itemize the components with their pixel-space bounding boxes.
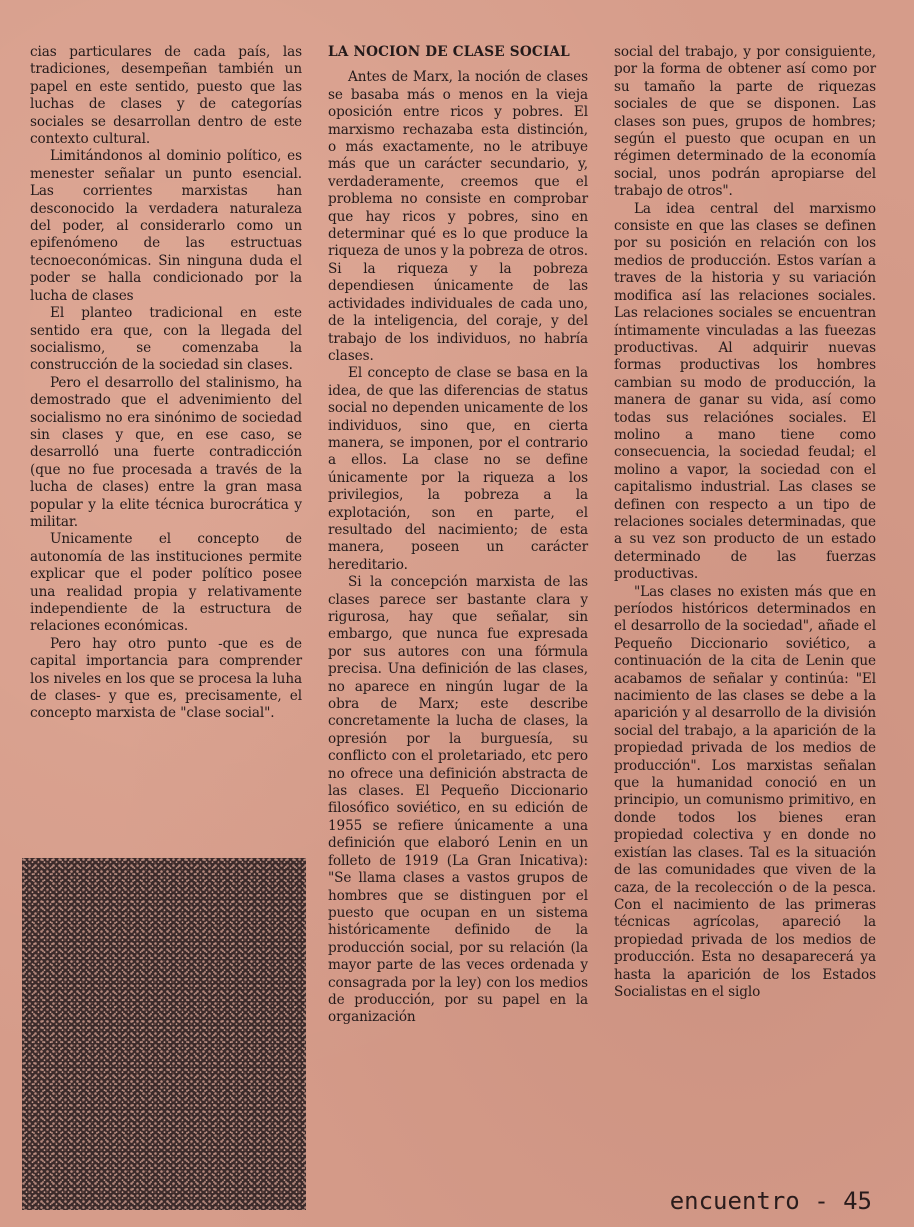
halftone-image	[22, 858, 306, 1210]
paragraph: La idea central del marxismo consiste en que las clases se definen por su posición en relación con los medios de producción. Estos varían a traves de la historia y su variación modifica así las relaciones sociales. Las relaciones sociales se encuentran íntimamente vinculadas a las fueezas productivas. Al adquirir nuevas formas productivas los hombres cambian su modo de producción, la manera de ganar su vida, así como todas sus relaciónes sociales. El molino a mano tiene como consecuencia, la sociedad feudal; el molino a vapor, la sociedad con el capitalismo industrial. Las clases se definen con respecto a un tipo de relaciones sociales determinadas, que a su vez son producto de un estado determinado de las fuerzas productivas.	[614, 200, 876, 583]
section-heading: LA NOCION DE CLASE SOCIAL	[328, 44, 570, 60]
paragraph: El concepto de clase se basa en la idea, de que las diferencias de status social no dependen unicamente de los individuos, sino que, en cierta manera, se imponen, por el contrario a ellos. La clase no se define únicamente por la riqueza a los privilegios, la pobreza a la explotación, son en parte, el resultado del nacimiento; de esta manera, poseen un carácter hereditario.	[328, 365, 588, 573]
paragraph: Antes de Marx, la noción de clases se basaba más o menos en la vieja oposición entre ricos y pobres. El marxismo rechazaba esta distinción, o más exactamente, no le atribuye más que un carácter secundario, y, verdaderamente, creemos que el problema no consiste en comprobar que hay ricos y pobres, sino en determinar qué es lo que produce la riqueza de unos y la pobreza de otros. Si la riqueza y la pobreza dependiesen únicamente de las actividades individuales de cada uno, de la inteligencia, del coraje, y del trabajo de los individuos, no habría clases.	[328, 69, 588, 364]
paragraph: Si la concepción marxista de las clases parece ser bastante clara y rigurosa, hay que señalar, sin embargo, que nunca fue expresada por sus autores con una fórmula precisa. Una definición de las clases, no aparece en ningún lugar de la obra de Marx; este describe concretamente la lucha de clases, la opresión por la burguesía, su conflicto con el proletariado, etc pero no ofrece una definición abstracta de las clases. El Pequeño Diccionario filosófico soviético, en su edición de 1955 se refiere únicamente a una definición que elaboró Lenin en un folleto de 1919 (La Gran Inicativa): "Se llama clases a vastos grupos de hombres que se distinguen por el puesto que ocupan en un sistema históricamente definido de la producción social, por su relación (la mayor parte de las veces ordenada y consagrada por la ley) con los medios de producción, por su papel en la organización	[328, 574, 588, 1026]
paragraph: Pero hay otro punto -que es de capital importancia para comprender los niveles en los que se procesa la luha de clases- y que es, precisamente, el concepto marxista de "clase social".	[30, 635, 302, 722]
paragraph: Limitándonos al dominio político, es menester señalar un punto esencial. Las corrientes marxistas han desconocido la verdadera naturaleza del poder, al considerarlo como un epifenómeno de las estructuas tecnoeconómicas. Sin ninguna duda el poder se halla condicionado por la lucha de clases	[30, 148, 302, 304]
paragraph: Unicamente el concepto de autonomía de las instituciones permite explicar que el poder político posee una realidad propia y relativamente independiente de la estructura de relaciones económicas.	[30, 531, 302, 635]
paragraph: cias particulares de cada país, las tradiciones, desempeñan también un papel en este sentido, puesto que las luchas de clases y de categorías sociales se desarrollan dentro de este contexto cultural.	[30, 44, 302, 148]
column-left	[30, 44, 302, 723]
column-middle	[328, 44, 588, 1027]
paragraph: Pero el desarrollo del stalinismo, ha demostrado que el advenimiento del socialismo no era sinónimo de sociedad sin clases y que, en ese caso, se desarrolló una fuerte contradicción (que no fue procesada a través de la lucha de clases) entre la gran masa popular y la elite técnica burocrática y militar.	[30, 374, 302, 530]
page-footer: encuentro - 45	[669, 1187, 872, 1215]
column-right	[614, 44, 876, 1001]
paragraph: El planteo tradicional en este sentido era que, con la llegada del socialismo, se comenzaba la construcción de la sociedad sin clases.	[30, 305, 302, 374]
paragraph: "Las clases no existen más que en períodos históricos determinados en el desarrollo de la sociedad", añade el Pequeño Diccionario soviético, a continuación de la cita de Lenin que acabamos de señalar y continúa: "El nacimiento de las clases se debe a la aparición y al desarrollo de la división social del trabajo, a la aparición de la propiedad privada de los medios de producción". Los marxistas señalan que la humanidad conoció en un principio, un comunismo primitivo, en donde todos los bienes eran propiedad colectiva y en donde no existían las clases. Tal es la situación de las comunidades que viven de la caza, de la recolección o de la pesca. Con el nacimiento de las primeras técnicas agrícolas, apareció la propiedad privada de los medios de producción. Esta no desaparecerá ya hasta la aparición de los Estados Socialistas en el siglo	[614, 583, 876, 1000]
paragraph: social del trabajo, y por consiguiente, por la forma de obtener así como por su tamaño la parte de riquezas sociales de que se disponen. Las clases son pues, grupos de hombres; según el puesto que ocupan en un régimen determinado de la economía social, unos podrán apropiarse del trabajo de otros".	[614, 44, 876, 200]
